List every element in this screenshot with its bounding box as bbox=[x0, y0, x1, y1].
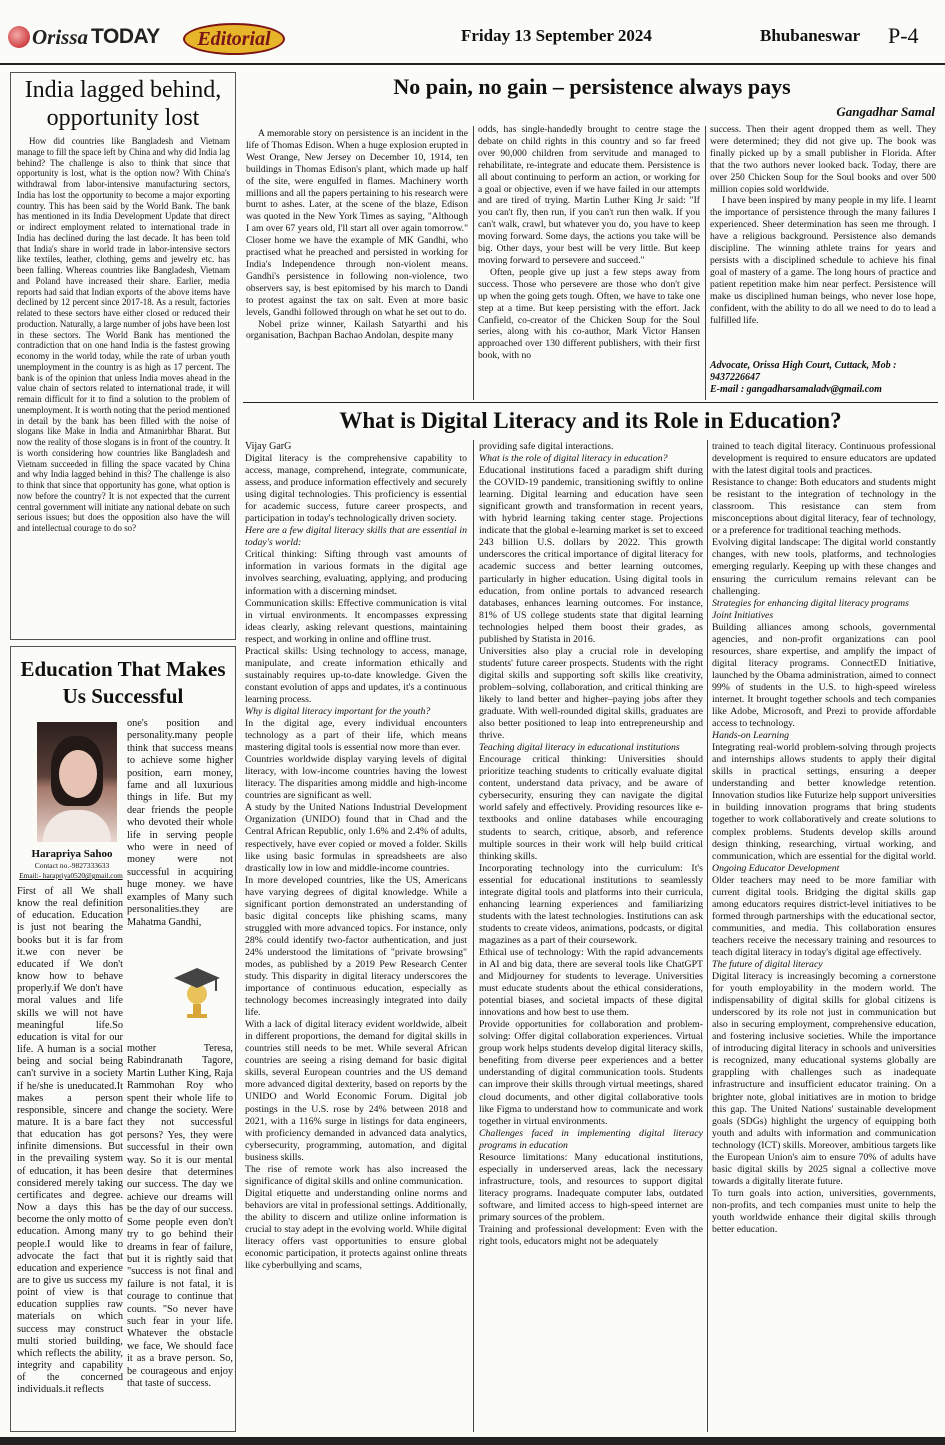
literacy-column-3 bbox=[712, 441, 936, 1433]
subheading: Teaching digital literacy in educational institutions bbox=[479, 742, 680, 754]
paragraph: In the digital age, every individual encounters technology as a part of their life, which means mastering digital tools is essential now more than ever. bbox=[245, 718, 467, 754]
paragraph: Communication skills: Effective communication is vital in virtual environments. It encompasses expressing ideas clearly, asking relevant questions, maintaining respect, and working in online and offline trust. bbox=[245, 597, 467, 645]
page-number: P-4 bbox=[888, 23, 919, 48]
paragraph: Often, people give up just a few steps away from success. Those who persevere are those who don't give up when the going gets tough. Often, we have to take one step at a time. But keep persisting with the effort. Jack Canfield, co-creator of the Chicken Soup for the Soul series, along with his co-author, Mark Victor Hansen approached over 130 different publishers, with their first book, with no bbox=[478, 266, 700, 362]
india-article-title: India lagged behind, opportunity lost bbox=[24, 77, 222, 131]
masthead-divider bbox=[0, 63, 945, 65]
education-text-right-bottom: mother Teresa, Rabindranath Tagore, Martin Luther King, Raja Rammohan Roy who spent their whole life to change the society. Were they not successful persons? Yes, they were successful in their own way. So it is our mental desire that determines our success. The day we achieve our dreams will be the day of our success. Some people even don't try to go behind their dreams in fear of failure, but it is rightly said that "success is not final and failure is not fatal, it is courage to continue that counts. "So never have such fear in your life. Whatever the obstacle we face, We should face it as a brave person. So, be courageous and enjoy that taste of success. bbox=[127, 1043, 233, 1389]
literacy-column-1 bbox=[245, 453, 467, 1433]
paragraph: Evolving digital landscape: The digital world constantly changes, with new tools, platforms, and technologies emerging regularly. Keeping up with these changes and ensuring the curriculum remains relevant can be challenging. bbox=[712, 537, 936, 597]
author-photo bbox=[37, 722, 117, 842]
persistence-column-1 bbox=[246, 128, 468, 400]
persistence-article-title: No pain, no gain – persistence always pays bbox=[393, 74, 791, 99]
paragraph: Nobel prize winner, Kailash Satyarthi and his organisation, Bachpan Bachao Andolan, despite many bbox=[246, 318, 468, 342]
masthead bbox=[0, 0, 945, 66]
paragraph: Digital literacy is increasingly becoming a cornerstone for youth employability in the modern world. The indispensability of digital skills for global citizens is underscored by its role not just in communication but also in securing employment, comprehensive education, and fostering inclusive societies. While the importance of introducing digital literacy in schools and universities is recognized, many educational systems globally are grappling with challenges such as inadequate infrastructure and insufficient educator training. On a brighter note, global initiatives are in motion to bridge this gap. The United Nations' sustainable development goals (SDGs) highlight the urgency of equipping both youth and adults with information and communication technology (ICT) skills. Moreover, ambitious targets like the European Union's aim to ensure 70% of adults have basic digital skills by 2025 signal a collective move towards a digitally literate future. bbox=[712, 971, 936, 1187]
education-author: Harapriya Sahoo bbox=[31, 848, 113, 860]
section-divider bbox=[243, 402, 938, 403]
education-text-left: First of all We shall know the real definition of education. Education is just not bearing the books but it is far from it.we con never be educated if We don't know how to behave properly.if We don't have moral values and life skills we will not have meaningful life.So education is vital for our life. A human is a social being and social being can't survive in a society if he/she is uneducated.It makes a person responsible, sincere and mature. It is a bare fact that education has got infinite dimensions. But in the prevailing system of education, it has been considered merely taking certificates and degree. Now a days this has become the only motto of education. Among many people.I would like to advocate the fact that education and experience are to give us success my point of view is that education supplies raw materials on which success may construct multi storied building, which reflects the ability, integrity and capability of the concerned individuals.it reflects bbox=[17, 886, 123, 1396]
paragraph: To turn goals into action, universities, governments, non-profits, and tech companies must unite to help the youth worldwide enhance their digital skills through better education. bbox=[712, 1187, 936, 1236]
education-article-title: Education That Makes Us Successful bbox=[20, 657, 226, 708]
paragraph: odds, has single-handedly brought to centre stage the debate on child rights in this country and so far freed over 90,000 children from servitude and managed to rehabilitate, re-integrate and educate them. Persistence is all about continuing to perform an action, or working for a goal or objective, even if we have failed in our attempts and are tired of trying. Martin Luther King Jr said: "If you can't fly, then run, if you can't run then walk. If you can't walk, crawl, but whatever you do, you have to keep moving forward. Some days, the actions you take will be big. Other days, your best will be very little. But keep moving forward to persevere and succeed." bbox=[478, 124, 700, 266]
paragraph: Universities also play a crucial role in developing students' future career prospects. Students with the right digital skills and supporting soft skills like creativity, problem–solving, collaboration, and critical thinking are likely to land better and higher–paying jobs after they graduate. With well-rounded digital skills, graduates are also better positioned to leap into entrepreneurship and thrive. bbox=[479, 645, 703, 742]
education-text-right-top: one's position and personality.many people think that success means to achieve some higher position, earn money, fame and all luxurious things in life. But my dear friends the people who devoted their whole life in serving people who were in need of money were not successful in acquiring huge money. we have examples of Many such personalities.they are Mahatma Gandhi, bbox=[127, 718, 233, 928]
paragraph: success. Then their agent dropped them as well. They were determined; they did not give up. The book was finally picked up by a small publisher in Florida. After that the two authors never looked back. Today, there are over 250 Chicken Soup for the Soul books and over 500 million copies sold worldwide. bbox=[710, 124, 936, 195]
paragraph: Resistance to change: Both educators and students might be resistant to the integration of technology in the classroom. This resistance can stem from misconceptions about digital literacy, fear of technology, or a preference for traditional teaching methods. bbox=[712, 477, 936, 537]
paragraph: Practical skills: Using technology to access, manage, manipulate, and create information ethically and sustainably requires up-to-date knowledge. Given the constant evolution of apps and updates, it's a continuous learning process. bbox=[245, 645, 467, 705]
issue-city: Bhubaneswar bbox=[760, 26, 861, 45]
section-badge: Editorial bbox=[183, 23, 285, 55]
paragraph: Building alliances among schools, governmental agencies, and non-profit organizations can pool resources, share expertise, and amplify the impact of digital literacy programs. ConnectED Initiative, launched by the Obama administration, aimed to connect 99% of students in the U.S. to high-speed wireless internet. It brought together schools and tech companies like Adobe, Microsoft, and Prezi to provide affordable access to technology. bbox=[712, 621, 936, 730]
persistence-signoff-role: Advocate, Orissa High Court, Cuttack, Mob : 9437226647 bbox=[710, 360, 897, 383]
column-divider bbox=[707, 440, 708, 1432]
publication-logo[interactable] bbox=[8, 22, 160, 52]
paragraph: Older teachers may need to be more familiar with current digital tools. Bridging the digital skills gap among educators requires district-level initiatives to be formed through partnerships with the educational sector, communities, and media. This collaboration ensures teachers receive the necessary training and resources to teach digital literacy in today's digital age effectively. bbox=[712, 874, 936, 958]
education-body-left bbox=[17, 886, 123, 1426]
subheading: Ongoing Educator Development bbox=[712, 862, 840, 874]
paragraph: Training and professional development: Even with the right tools, educators might not be adequately bbox=[479, 1224, 703, 1248]
subheading: Joint Initiatives bbox=[712, 609, 774, 621]
subheading: Hands-on Learning bbox=[712, 730, 790, 742]
literacy-article-title: What is Digital Literacy and its Role in Education? bbox=[339, 408, 842, 433]
paragraph: With a lack of digital literacy evident worldwide, albeit in different proportions, the demand for digital skills in countries still needs to be met. While several African countries are seeing a rising demand for basic digital skills, several European countries and the US demand more advanced digital dexterity, based on reports by the UNIDO and World Economic Forum. Digital job postings in the U.S. rose by 24% between 2018 and 2021, with a 116% surge in listings for data engineers, with proficiency demanded in advanced data analytics, cybersecurity, programming, automation, and digital business skills. bbox=[245, 1019, 467, 1163]
paragraph: Educational institutions faced a paradigm shift during the COVID-19 pandemic, transitioning swiftly to online learning. Digital learning and education have seen significant growth and transformation in recent years, with hybrid learning taking center stage. Projections indicate that the global e-learning market is set to exceed 243 billion U.S. dollars by 2022. This growth underscores the critical importance of digital literacy for academic success and better learning outcomes, particularly in higher education. Using digital tools in education, from online portals to advanced research databases, enhances learning outcomes. For instance, 81% of US college students state that digital learning technologies helped them boost their grades, as published by Statista in 2016. bbox=[479, 465, 703, 645]
india-article-text: How did countries like Bangladesh and Vietnam manage to fill the space left by China and why did India lag behind? The challenge is also to think that since that opportunity is lost, what is the option now? With China's withdrawal from labor-intensive manufacturing sectors, India has lost the opportunity to become a major exporting country. This has been said by the World Bank. The bank has mentioned in its India Development Update that direct or indirect employment related to international trade in India has declined during the last decade. It has been told that India's share in world trade in labor-intensive sectors like textiles, leather, clothing, gems and jewelry etc. has been falling. Whereas countries like Bangladesh, Vietnam and Poland have increased their share. Earlier, media reports had said that Indian exports of the above items have declined by 12 percent since 2017-18. As a result, factories related to these sectors have either closed or reduced their production. Naturally, a large number of jobs have been lost in these sectors. The World Bank has mentioned the contradiction that on one hand India is the fastest growing economy in the world today, while the rate of urban youth unemployment in the country is as high as 17 percent. The bank is of the opinion that unless India moves ahead in the value chain of sectors related to international trade, it will remain difficult for it to find a solution to the problem of unemployment. It is worth noting that the period mentioned in detail by the bank has been filled with the noise of slogans like Make in India and Atmanirbhar Bharat. But now the reality of those slogans is in front of the country. It is worth considering how countries like Bangladesh and Vietnam succeeded in filling the space vacated by China and why India lagged behind in this? The challenge is also to think that since that opportunity has gone, what option is now before the country? It is not expected that the current central government will initiate any national debate on such serious issues; but does the opposition also have the will and intellectual courage to do so? bbox=[17, 136, 230, 533]
subheading: What is the role of digital literacy in education? bbox=[479, 453, 668, 465]
persistence-signoff-email[interactable]: E-mail : gangadharsamaladv@gmail.com bbox=[710, 384, 882, 395]
literacy-author: Vijay GarG bbox=[245, 441, 292, 452]
paragraph: Encourage critical thinking: Universities should prioritize teaching students to critically evaluate digital content, understand data privacy, and be aware of cybersecurity, ensuring they can navigate the digital world safely and effectively. Providing resources like e-textbooks and online databases while encouraging students to search, critique, absorb, and reference multiple sources in their work will help build critical thinking skills. bbox=[479, 754, 703, 862]
subheading: Strategies for enhancing digital literacy programs bbox=[712, 597, 909, 609]
india-article-body bbox=[17, 136, 230, 636]
education-body-right-bottom bbox=[127, 1043, 233, 1427]
paragraph: Provide opportunities for collaboration and problem-solving: Offer digital collaboration experiences. Virtual group work helps students develop digital literacy skills, benefiting from diverse peer experiences and a better understanding of digital communication tools. Students can improve their skills through virtual meetings, shared cloud documents, and other digital collaborative tools like Figma to understand how to communicate and work together in virtual environments. bbox=[479, 1019, 703, 1127]
literacy-column-2 bbox=[479, 441, 703, 1433]
persistence-column-2 bbox=[478, 124, 700, 400]
subheading: The future of digital literacy bbox=[712, 959, 823, 971]
paragraph: Countries worldwide display varying levels of digital literacy, with low-income countries having the lowest literacy. The disparities among middle and high-income countries are significant as well. bbox=[245, 754, 467, 802]
paragraph: A study by the United Nations Industrial Development Organization (UNIDO) found that in Chad and the Central African Republic, only 1.6% and 2.4% of adults, respectively, have ever copied or moved a folder. Skills like using basic formulas in spreadsheets are also drastically low in low and middle-income countries. bbox=[245, 802, 467, 874]
paragraph: In more developed countries, like the US, Americans have varying degrees of digital knowledge. While a significant portion demonstrated an understanding of basic digital concepts like phishing scams, many struggled with more advanced topics. For instance, only 28% could identify two-factor authentication, and just 24% understood the limitations of "private browsing" modes, as published by a 2019 Pew Research Center study. This disparity in digital literacy underscores the importance of continuous education, especially as technology becomes increasingly integrated into daily life. bbox=[245, 874, 467, 1019]
logo-globe-icon bbox=[8, 26, 30, 48]
subheading: Why is digital literacy important for the youth? bbox=[245, 705, 431, 717]
paragraph: Critical thinking: Sifting through vast amounts of information in various formats in the digital age involves searching, evaluating, applying, and producing information with a discerning mindset. bbox=[245, 549, 467, 597]
column-divider bbox=[473, 440, 474, 1432]
page-footer-bar bbox=[0, 1437, 945, 1445]
subheading: Here are a few digital literacy skills that are essential in today's world: bbox=[245, 525, 467, 549]
column-divider bbox=[705, 126, 706, 400]
paragraph: Digital etiquette and understanding online norms and behaviors are vital in professional settings. Additionally, the ability to discern and utilize online information is crucial to stay adept in the evolving world. While digital literacy offers vast opportunities to ensure global economic participation, it protects against online threats like cyberbullying and scams, bbox=[245, 1187, 467, 1272]
graduation-icon bbox=[172, 964, 222, 1020]
education-body-right-top bbox=[127, 718, 233, 958]
paragraph: providing safe digital interactions. bbox=[479, 441, 614, 452]
paragraph: I have been inspired by many people in my life. I learnt the importance of persistence through the many failures I experienced. Sheer determination has seen me through. I have a religious background. Persistence also demands discipline. The winning athlete trains for years and persists with a disciplined schedule to achieve his final goal of mastery of a game. The long hours of practice and patient repetition make him near perfect. Persistence will make us disciplined human beings, who never lose hope, confident, with the ability to do all we need to do to lead a fulfilled life. bbox=[710, 195, 936, 326]
persistence-column-3 bbox=[710, 124, 936, 358]
education-email[interactable]: Email:- harapriya0520@gmail.com bbox=[19, 871, 123, 880]
paragraph: Resource limitations: Many educational institutions, especially in underserved areas, lack the necessary infrastructure, tools, and resources to support digital literacy programs. Inadequate computer labs, outdated software, and limited access to high-speed internet are primary sources of the problem. bbox=[479, 1151, 703, 1223]
issue-date: Friday 13 September 2024 bbox=[461, 26, 652, 45]
paragraph: Incorporating technology into the curriculum: It's essential for educational institutions to seamlessly integrate digital tools and platforms into their curricula, enhancing learning experiences and familiarizing students with the latest technologies. Institutions can ask students to create videos, animations, podcasts, or digital magazines as a part of their coursework. bbox=[479, 862, 703, 946]
paragraph: trained to teach digital literacy. Continuous professional development is required to ensure educators are updated with the latest digital tools and practices. bbox=[712, 441, 936, 477]
logo-prefix: Orissa bbox=[32, 24, 89, 49]
persistence-signoff bbox=[710, 360, 936, 396]
paragraph: A memorable story on persistence is an incident in the life of Thomas Edison. When a huge explosion erupted in West Orange, New Jersey on December 10, 1914, ten buildings in Thomas Edison's plant, which made up half of the site, were engulfed in flames. Machinery worth millions and all the papers pertaining to his research were burnt to ashes. Later, at the scene of the blaze, Edison was quoted in the New York Times as saying, "Although I am over 67 years old, I'll start all over again tomorrow." Closer home we have the example of MK Gandhi, who practised what he preached and persisted in working for India's Independence through non-violent means. Gandhi's persistence in following non-violence, two observers say, is best epitomised by his march to Dandi to protest against the tax on salt. Even at more basic levels, Gandhi followed through on what he set out to do. bbox=[246, 128, 468, 318]
paragraph: The rise of remote work has also increased the significance of digital skills and online communication. bbox=[245, 1163, 467, 1187]
persistence-author: Gangadhar Samal bbox=[836, 104, 935, 119]
paragraph: Digital literacy is the comprehensive capability to access, manage, comprehend, integrate, communicate, assess, and produce information effectively and securely using digital technologies. This proficiency is essential for academic success, future career prospects, and participation in today's technologically driven society. bbox=[245, 453, 467, 525]
logo-main: TODAY bbox=[91, 25, 160, 48]
paragraph: Integrating real-world problem-solving through projects and internships allows students to apply their digital skills in practical settings, ensuring a deeper understanding and better knowledge retention. Innovation studios like Futurize help support universities in building innovation programs that bring students together to work collaboratively and create solutions to complex problems. Students develop skills around design thinking, researching, virtual working, and communication, which are essential for the digital world. bbox=[712, 742, 936, 862]
paragraph: Ethical use of technology: With the rapid advancements in AI and big data, there are several tools like ChatGPT and Midjourney for students to leverage. Universities must educate students about the ethical considerations, potential biases, and societal impacts of these digital innovations and how best to use them. bbox=[479, 946, 703, 1019]
subheading: Challenges faced in implementing digital literacy programs in education bbox=[479, 1127, 703, 1151]
column-divider bbox=[473, 126, 474, 400]
education-contact: Contact no.-9827333633 bbox=[34, 861, 110, 870]
